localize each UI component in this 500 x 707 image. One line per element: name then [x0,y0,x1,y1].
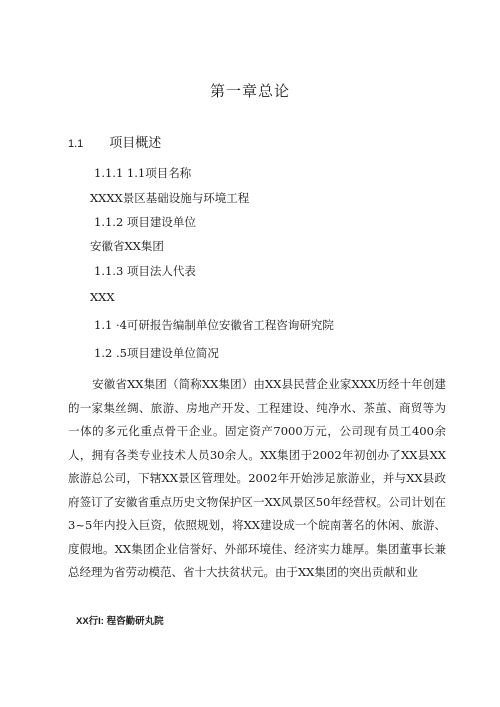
item-value-name: XXXX景区基础设施与环境工程 [90,191,250,205]
page-footer: XX行I: 程咨勤研丸院 [76,616,164,627]
section-heading [68,132,161,151]
item-heading-rep: 1.1.3 项目法人代表 [94,264,196,278]
chapter-title: 第一章总论 [209,82,290,100]
item-heading-name: 1.1.1 1.1项目名称 [94,166,192,180]
item-heading-profile: 1.2 .5项目建设单位简况 [94,346,219,360]
item-value-unit: 安徽省XX集团 [90,239,164,253]
body-paragraph [68,373,446,585]
item-heading-unit: 1.1.2 项目建设单位 [94,215,196,229]
section-number: 1.1 [68,138,84,150]
section-title: 项目概述 [109,136,162,151]
paragraph-text: 安徽省XX集团（简称XX集团）由XX县民营企业家XXX历经十年创建的一家集丝绸、旅游、房地产开发、工程建设、纯净水、茶茧、商贸等为一体的多元化重点骨干企业。固定资产7000万元，公司现有员工400余人，拥有各类专业技术人员30余人。XX集团于2002年初创办了XX县XX旅游总公司，下辖XX景区管理处。2002年开始涉足旅游业，并与XX县政府签订了安徽省重点历史文物保护区一XX风景区50年经营权。公司计划在3~5年内投入巨资，依照规划，将XX建设成一个皖南著名的休闲、旅游、度假地。XX集团企业信誉好、外部环境佳、经济实力雄厚。集团董事长兼总经理为省劳动模范、省十大扶贫状元。由于XX集团的突出贡献和业 [68,377,446,579]
item-value-rep: XXX [90,290,115,304]
item-heading-compiler: 1.1 ·4可研报告编制单位安徽省工程咨询研究院 [94,318,334,332]
